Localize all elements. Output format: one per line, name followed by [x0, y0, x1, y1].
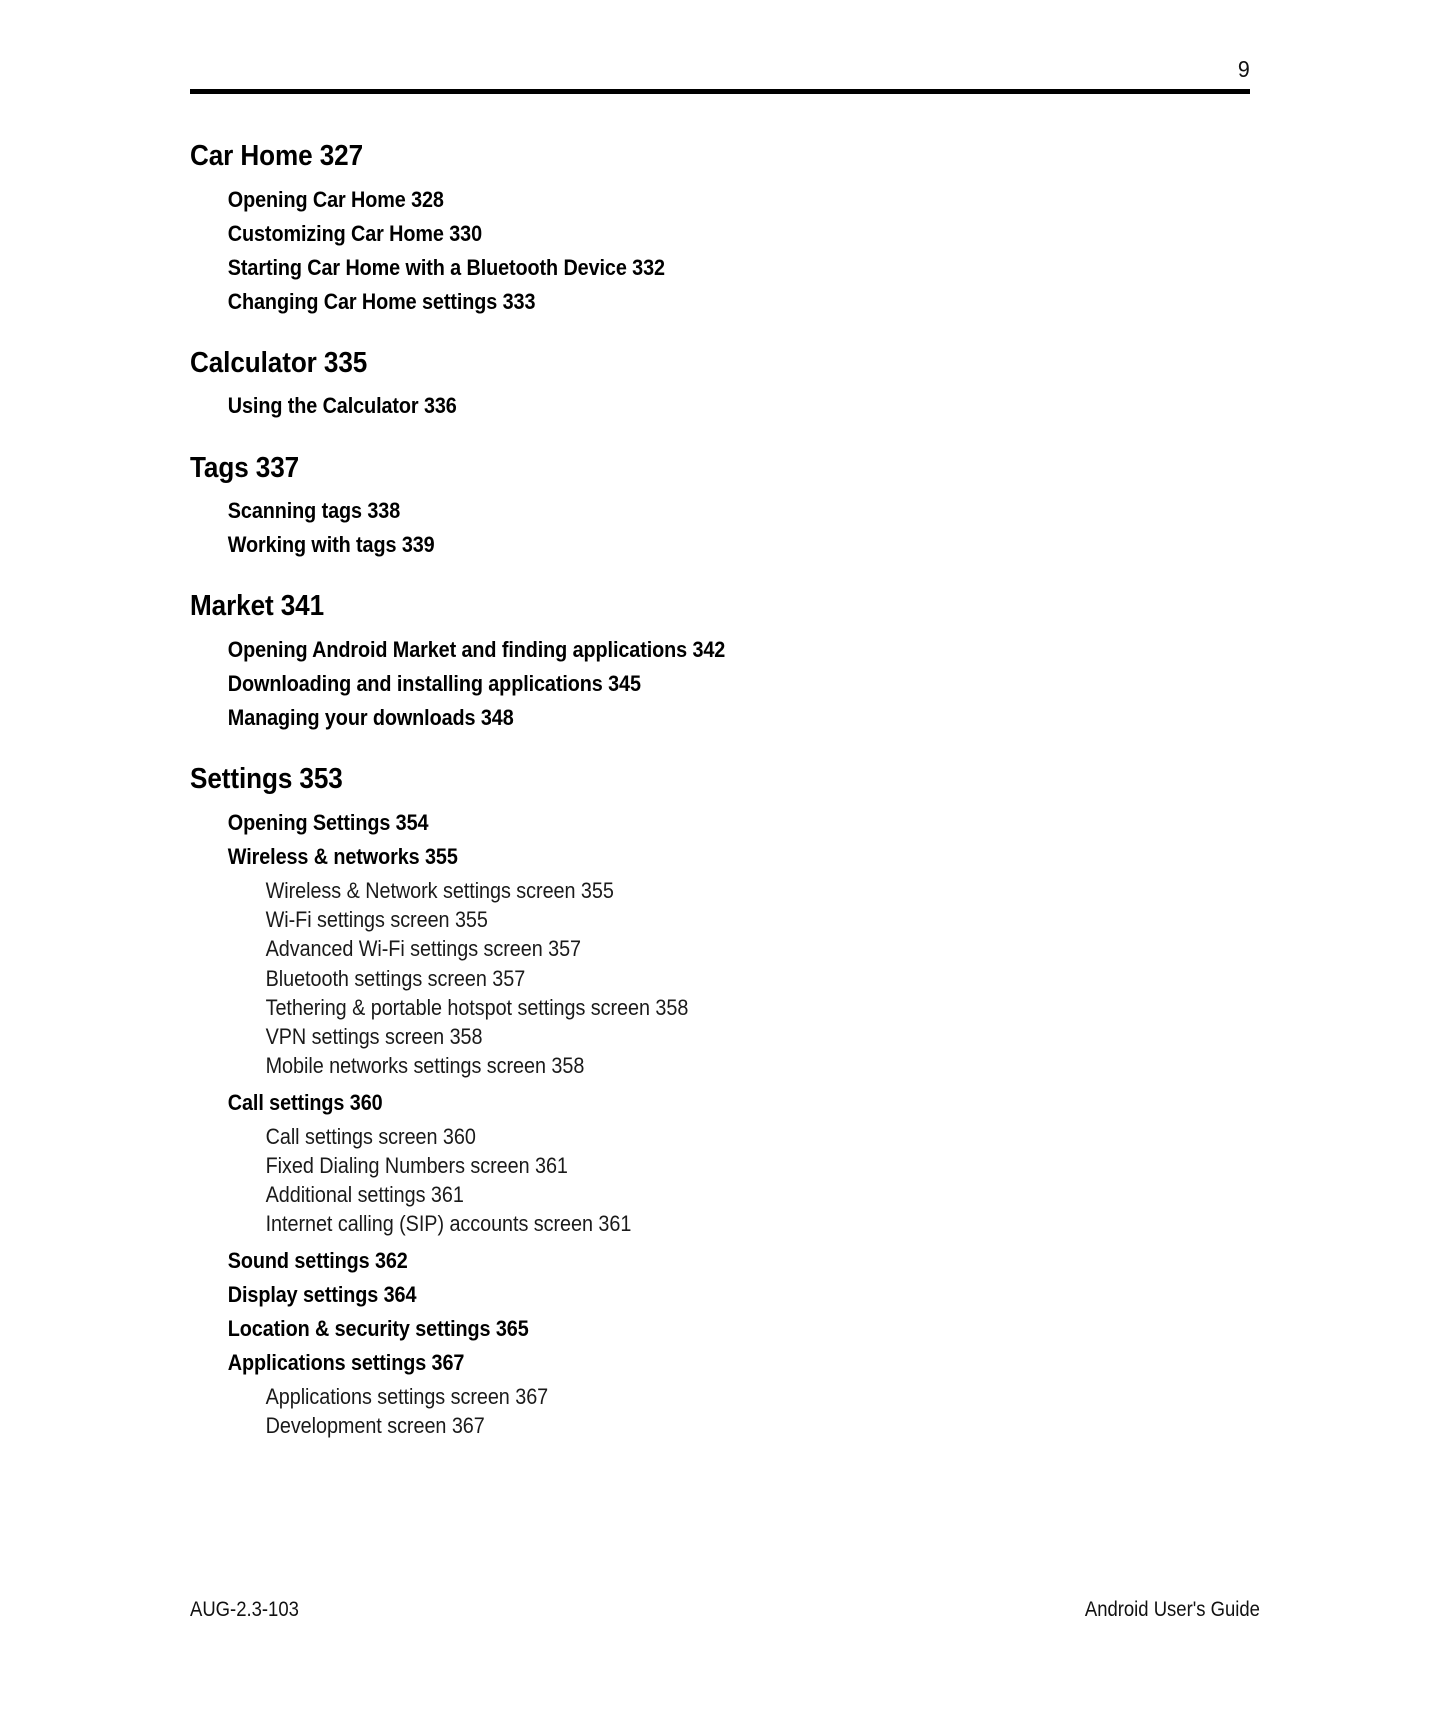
toc-entry-level3[interactable]: Development screen 367: [265, 1413, 485, 1439]
toc-section: [190, 345, 1260, 424]
toc-entry-level2[interactable]: Scanning tags 338: [227, 498, 401, 524]
toc-entry-level2[interactable]: Wireless & networks 355: [227, 843, 458, 869]
toc-entry-level2[interactable]: Call settings 360: [227, 1089, 383, 1115]
toc-section: [190, 138, 1260, 319]
page-header: [190, 58, 1250, 94]
toc-entry-level2[interactable]: Working with tags 339: [227, 532, 435, 558]
toc-entry-level2[interactable]: Location & security settings 365: [227, 1315, 529, 1341]
toc-section-title[interactable]: Calculator 335: [190, 346, 368, 379]
footer-document-code: AUG-2.3-103: [190, 1598, 299, 1621]
toc-entry-level3[interactable]: Fixed Dialing Numbers screen 361: [265, 1152, 568, 1178]
toc-entry-level3[interactable]: Wireless & Network settings screen 355: [265, 877, 614, 903]
toc-section-title[interactable]: Market 341: [190, 590, 325, 623]
toc-section-title[interactable]: Tags 337: [190, 451, 300, 484]
toc-entry-level2[interactable]: Opening Car Home 328: [227, 186, 444, 212]
toc-entry-level3[interactable]: Advanced Wi-Fi settings screen 357: [265, 936, 582, 962]
table-of-contents: [190, 138, 1260, 1441]
toc-entry-level2[interactable]: Opening Android Market and finding applications 342: [227, 636, 726, 662]
toc-entry-level2[interactable]: Using the Calculator 336: [227, 393, 457, 419]
toc-entry-level3[interactable]: VPN settings screen 358: [265, 1024, 483, 1050]
toc-entry-level2[interactable]: Starting Car Home with a Bluetooth Device 332: [227, 254, 665, 280]
toc-entry-level2[interactable]: Opening Settings 354: [227, 809, 429, 835]
toc-entry-level3[interactable]: Tethering & portable hotspot settings screen 358: [265, 994, 689, 1020]
header-rule: [190, 89, 1250, 94]
toc-section: [190, 450, 1260, 563]
toc-entry-level2[interactable]: Managing your downloads 348: [227, 704, 514, 730]
toc-entry-level3[interactable]: Bluetooth settings screen 357: [265, 965, 526, 991]
page-number: 9: [1237, 56, 1250, 82]
footer-document-title: Android User's Guide: [1084, 1598, 1260, 1621]
toc-section-title[interactable]: Settings 353: [190, 763, 343, 796]
page-footer: [190, 1598, 1260, 1622]
toc-entry-level2[interactable]: Display settings 364: [227, 1281, 417, 1307]
toc-entry-level2[interactable]: Downloading and installing applications 345: [227, 670, 641, 696]
toc-entry-level2[interactable]: Applications settings 367: [227, 1349, 465, 1375]
toc-entry-level3[interactable]: Mobile networks settings screen 358: [265, 1053, 585, 1079]
toc-section: [190, 761, 1260, 1440]
toc-section-title[interactable]: Car Home 327: [190, 140, 364, 172]
toc-entry-level3[interactable]: Additional settings 361: [265, 1182, 464, 1208]
toc-entry-level3[interactable]: Internet calling (SIP) accounts screen 361: [265, 1211, 632, 1237]
toc-entry-level3[interactable]: Wi-Fi settings screen 355: [265, 907, 488, 933]
toc-entry-level2[interactable]: Changing Car Home settings 333: [227, 288, 536, 314]
toc-entry-level2[interactable]: Customizing Car Home 330: [227, 220, 483, 246]
toc-section: [190, 588, 1260, 735]
toc-entry-level3[interactable]: Call settings screen 360: [265, 1123, 476, 1149]
toc-entry-level3[interactable]: Applications settings screen 367: [265, 1384, 549, 1409]
toc-entry-level2[interactable]: Sound settings 362: [227, 1247, 408, 1273]
